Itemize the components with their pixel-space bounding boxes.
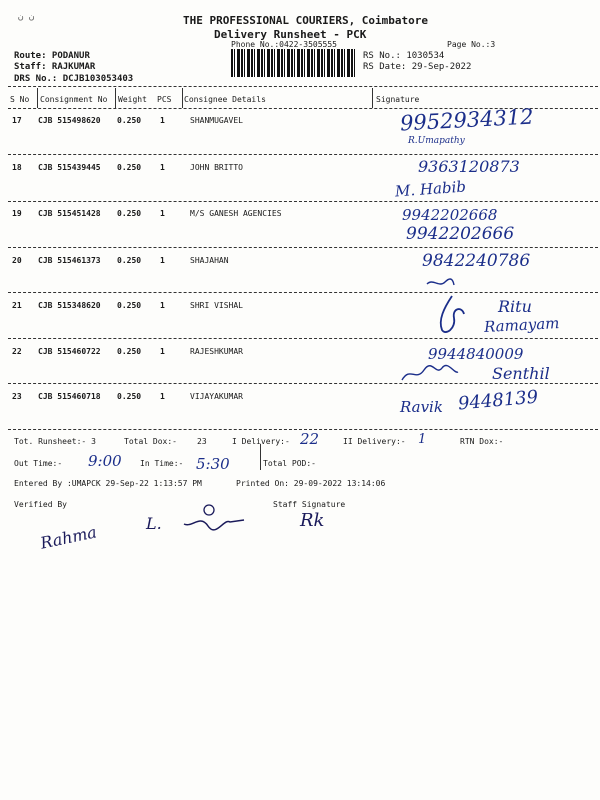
col-divider <box>37 88 38 108</box>
ii-delivery-label: II Delivery:- <box>343 437 406 446</box>
row-sno: 17 <box>12 116 22 125</box>
i-delivery-value: 22 <box>300 430 320 448</box>
row-sno: 23 <box>12 392 22 401</box>
row-consignee: SHAJAHAN <box>190 256 229 265</box>
header-consignee: Consignee Details <box>184 95 266 104</box>
row-sno: 21 <box>12 301 22 310</box>
header-pcs: PCS <box>157 95 172 104</box>
out-time-value: 9:00 <box>88 452 122 470</box>
row-weight: 0.250 <box>117 347 142 356</box>
middle-signature: L. <box>146 514 162 533</box>
row-divider <box>8 201 598 202</box>
total-dox-label: Total Dox:- <box>124 437 177 446</box>
drs-number: DRS No.: DCJB103053403 <box>14 74 134 84</box>
route-label: Route: PODANUR <box>14 51 90 61</box>
tot-runsheet: Tot. Runsheet:- 3 <box>14 437 96 446</box>
staff-signature-label: Staff Signature <box>273 500 346 509</box>
verified-signature: Rahma <box>38 522 99 553</box>
row-weight: 0.250 <box>117 163 142 172</box>
row-sno: 19 <box>12 209 22 218</box>
row-consignment: CJB 515460718 <box>38 392 101 401</box>
rs-date: RS Date: 29-Sep-2022 <box>363 62 472 72</box>
row-pcs: 1 <box>160 392 165 401</box>
rs-number: RS No.: 1030534 <box>363 51 445 61</box>
out-time-label: Out Time:- <box>14 459 63 468</box>
row-consignee: RAJESHKUMAR <box>190 347 243 356</box>
row-weight: 0.250 <box>117 209 142 218</box>
runsheet-title: Delivery Runsheet - PCK <box>214 28 367 41</box>
row-signature: Ravik <box>400 398 443 416</box>
in-time-value: 5:30 <box>196 455 230 473</box>
header-signature: Signature <box>376 95 420 104</box>
total-pod-label: Total POD:- <box>263 459 316 468</box>
pen-mark <box>260 444 261 470</box>
col-divider <box>115 88 116 108</box>
barcode <box>231 49 355 77</box>
row-consignment: CJB 515461373 <box>38 256 101 265</box>
signature-scribble <box>425 276 455 290</box>
staff-label: Staff: RAJKUMAR <box>14 62 96 72</box>
phone-number: Phone No.:0422-3505555 <box>231 40 337 49</box>
row-signature: Ritu <box>498 297 532 316</box>
row-pcs: 1 <box>160 209 165 218</box>
corner-mark: ن ن <box>18 12 35 22</box>
row-signature-name: M. Habib <box>394 177 467 201</box>
in-time-label: In Time:- <box>140 459 184 468</box>
total-dox-value: 23 <box>197 437 207 446</box>
rtn-dox-label: RTN Dox:- <box>460 437 504 446</box>
row-consignee: JOHN BRITTO <box>190 163 243 172</box>
row-signature: 9363120873 <box>418 157 520 176</box>
page-number: Page No.:3 <box>447 40 496 49</box>
row-divider <box>8 292 598 293</box>
col-divider <box>182 88 183 108</box>
row-signature-name: R.Umapathy <box>408 136 465 146</box>
row-signature-name: Ramayam <box>483 314 560 336</box>
row-consignment: CJB 515460722 <box>38 347 101 356</box>
row-divider <box>8 247 598 248</box>
row-signature-alt: 9942202666 <box>406 224 515 244</box>
row-signature: 9842240786 <box>422 251 531 271</box>
signature-scribble <box>434 294 468 338</box>
row-consignee: M/S GANESH AGENCIES <box>190 209 282 218</box>
row-signature-name: Senthil <box>492 364 550 383</box>
header-consignment: Consignment No <box>40 95 108 104</box>
row-weight: 0.250 <box>117 116 142 125</box>
verified-by-label: Verified By <box>14 500 67 509</box>
row-consignment: CJB 515451428 <box>38 209 101 218</box>
row-consignment: CJB 515348620 <box>38 301 101 310</box>
row-pcs: 1 <box>160 256 165 265</box>
i-delivery-label: I Delivery:- <box>232 437 290 446</box>
signature-scribble <box>400 362 460 384</box>
row-divider <box>8 154 598 155</box>
row-consignee: SHRI VISHAL <box>190 301 243 310</box>
row-sno: 18 <box>12 163 22 172</box>
row-sno: 20 <box>12 256 22 265</box>
row-pcs: 1 <box>160 347 165 356</box>
row-consignment: CJB 515498620 <box>38 116 101 125</box>
col-divider <box>372 88 373 108</box>
staff-signature: Rk <box>300 510 325 531</box>
row-consignee: SHANMUGAVEL <box>190 116 243 125</box>
row-signature: 9944840009 <box>428 345 524 363</box>
ii-delivery-value: 1 <box>418 432 427 447</box>
row-weight: 0.250 <box>117 392 142 401</box>
row-pcs: 1 <box>160 116 165 125</box>
row-weight: 0.250 <box>117 256 142 265</box>
header-weight: Weight <box>118 95 147 104</box>
row-sno: 22 <box>12 347 22 356</box>
printed-on: Printed On: 29-09-2022 13:14:06 <box>236 479 386 488</box>
row-consignee: VIJAYAKUMAR <box>190 392 243 401</box>
row-consignment: CJB 515439445 <box>38 163 101 172</box>
entered-by: Entered By :UMAPCK 29-Sep-22 1:13:57 PM <box>14 479 202 488</box>
row-divider <box>8 383 598 384</box>
row-signature: 9952934312 <box>399 104 535 136</box>
row-pcs: 1 <box>160 163 165 172</box>
table-top-rule <box>8 86 598 87</box>
row-divider <box>8 338 598 339</box>
row-signature-name: 9448139 <box>457 386 539 415</box>
company-name: THE PROFESSIONAL COURIERS, Coimbatore <box>183 14 429 27</box>
header-sno: S No <box>10 95 30 104</box>
row-weight: 0.250 <box>117 301 142 310</box>
row-pcs: 1 <box>160 301 165 310</box>
signature-scribble <box>178 502 248 538</box>
row-signature: 9942202668 <box>402 206 498 224</box>
